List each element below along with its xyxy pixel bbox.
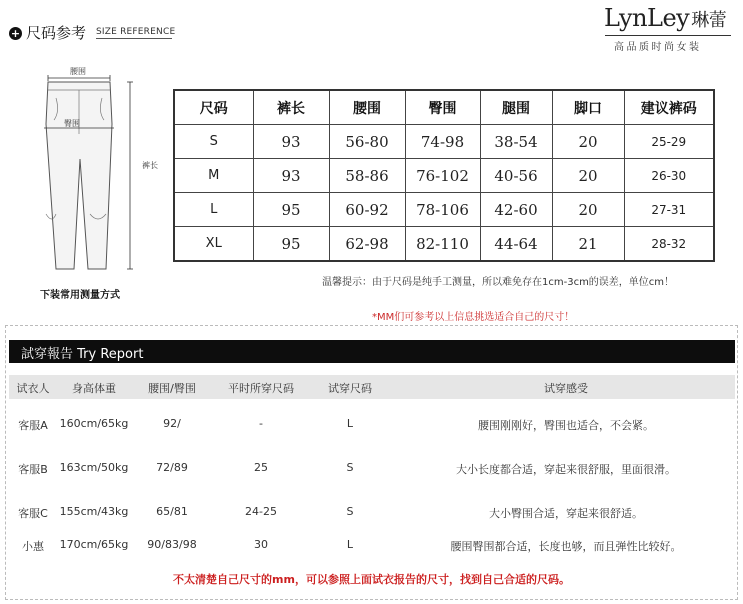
diagram-caption: 下装常用测量方式 (40, 290, 120, 301)
table-cell: 90/83/98 (147, 538, 197, 551)
table-cell: 72/89 (156, 461, 188, 474)
try-report-title-bar (9, 340, 735, 363)
brand-logo-cn: 琳蕾 (691, 10, 727, 31)
table-cell: 27-31 (624, 193, 714, 227)
table-cell: 20 (552, 193, 624, 227)
measurement-note: 温馨提示：由于尺码是纯手工测量，所以难免存在1cm-3cm的误差，单位cm！ (322, 277, 675, 288)
table-cell: 腰围刚刚好，臀围也适合，不会紧。 (478, 419, 654, 432)
pants-diagram (30, 64, 170, 282)
tester-name: 客服C (18, 507, 48, 520)
table-cell: 82-110 (405, 227, 480, 262)
size-table-header (174, 90, 714, 125)
section-subtitle: SIZE REFERENCE (96, 27, 176, 37)
subtitle-underline (96, 38, 172, 39)
try-report-header (9, 375, 735, 399)
header-cell: 试衣人 (16, 382, 50, 395)
header-cell: 脚口 (552, 90, 624, 125)
header-cell: 腿围 (480, 90, 552, 125)
table-cell: 163cm/50kg (59, 461, 129, 474)
table-cell: 大小臀围合适，穿起来很舒适。 (489, 507, 643, 520)
table-cell: 大小长度都合适，穿起来很舒服，里面很滑。 (456, 463, 676, 476)
table-cell: 62-98 (329, 227, 405, 262)
table-cell: 21 (552, 227, 624, 262)
header-cell: 试穿尺码 (328, 382, 372, 395)
header-cell: 裤长 (253, 90, 329, 125)
table-cell: 76-102 (405, 159, 480, 193)
header-cell: 平时所穿尺码 (228, 382, 294, 395)
section-title: 尺码参考 (26, 24, 87, 42)
table-cell: 93 (253, 159, 329, 193)
table-cell: S (346, 461, 354, 474)
table-cell: 40-56 (480, 159, 552, 193)
table-cell: 58-86 (329, 159, 405, 193)
length-measure-line (127, 82, 133, 269)
brand-slogan: 高品质时尚女装 (614, 42, 702, 53)
table-row (9, 502, 735, 522)
table-cell: 28-32 (624, 227, 714, 262)
table-cell: 93 (253, 125, 329, 159)
brand-logo-latin: LynLey (604, 4, 690, 32)
table-cell: - (259, 417, 263, 430)
table-cell: 74-98 (405, 125, 480, 159)
table-cell: L (346, 417, 354, 430)
table-cell: 44-64 (480, 227, 552, 262)
table-row (174, 193, 714, 227)
table-cell: L (346, 538, 354, 551)
header-cell: 臀围 (405, 90, 480, 125)
table-cell: 42-60 (480, 193, 552, 227)
table-row (9, 414, 735, 434)
table-cell: 78-106 (405, 193, 480, 227)
table-cell: 155cm/43kg (59, 505, 129, 518)
table-cell: 38-54 (480, 125, 552, 159)
table-cell: 30 (254, 538, 268, 551)
size-cell: XL (174, 227, 253, 262)
table-cell: 腰围臀围都合适，长度也够，而且弹性比较好。 (450, 540, 682, 553)
header-cell: 腰围/臀围 (148, 382, 196, 395)
table-cell: S (346, 505, 354, 518)
table-cell: 25-29 (624, 125, 714, 159)
table-cell: 170cm/65kg (59, 538, 129, 551)
header-cell: 腰围 (329, 90, 405, 125)
tester-name: 小惠 (22, 540, 44, 553)
table-cell: 60-92 (329, 193, 405, 227)
size-cell: M (174, 159, 253, 193)
hip-label: 臀围 (64, 119, 80, 128)
table-row (9, 535, 735, 555)
size-cell: S (174, 125, 253, 159)
table-cell: 25 (254, 461, 268, 474)
brand-divider (605, 35, 731, 36)
table-cell: 95 (253, 193, 329, 227)
table-cell: 160cm/65kg (59, 417, 129, 430)
table-cell: 95 (253, 227, 329, 262)
header-cell: 试穿感受 (544, 382, 588, 395)
table-cell: 20 (552, 159, 624, 193)
tester-name: 客服B (18, 463, 48, 476)
table-cell: 56-80 (329, 125, 405, 159)
bullet-icon: + (10, 27, 21, 40)
table-row (174, 227, 714, 262)
table-cell: 26-30 (624, 159, 714, 193)
header-cell: 尺码 (174, 90, 253, 125)
table-cell: 24-25 (245, 505, 277, 518)
table-cell: 20 (552, 125, 624, 159)
table-row (9, 458, 735, 478)
reference-note: *MM们可参考以上信息挑选适合自己的尺寸！ (372, 312, 575, 323)
try-report-footer-note: 不太清楚自己尺寸的mm，可以参照上面试衣报告的尺寸，找到自己合适的尺码。 (173, 573, 570, 586)
size-table (173, 89, 715, 262)
length-label: 裤长 (142, 161, 158, 170)
tester-name: 客服A (18, 419, 48, 432)
table-cell: 92/ (163, 417, 181, 430)
table-row (174, 159, 714, 193)
table-row (174, 125, 714, 159)
waist-label: 腰围 (70, 67, 86, 76)
table-cell: 65/81 (156, 505, 188, 518)
header-cell: 建议裤码 (624, 90, 714, 125)
size-cell: L (174, 193, 253, 227)
try-report-title: 試穿報告 Try Report (21, 347, 144, 362)
header-cell: 身高体重 (72, 382, 116, 395)
brand-logo (604, 4, 726, 32)
